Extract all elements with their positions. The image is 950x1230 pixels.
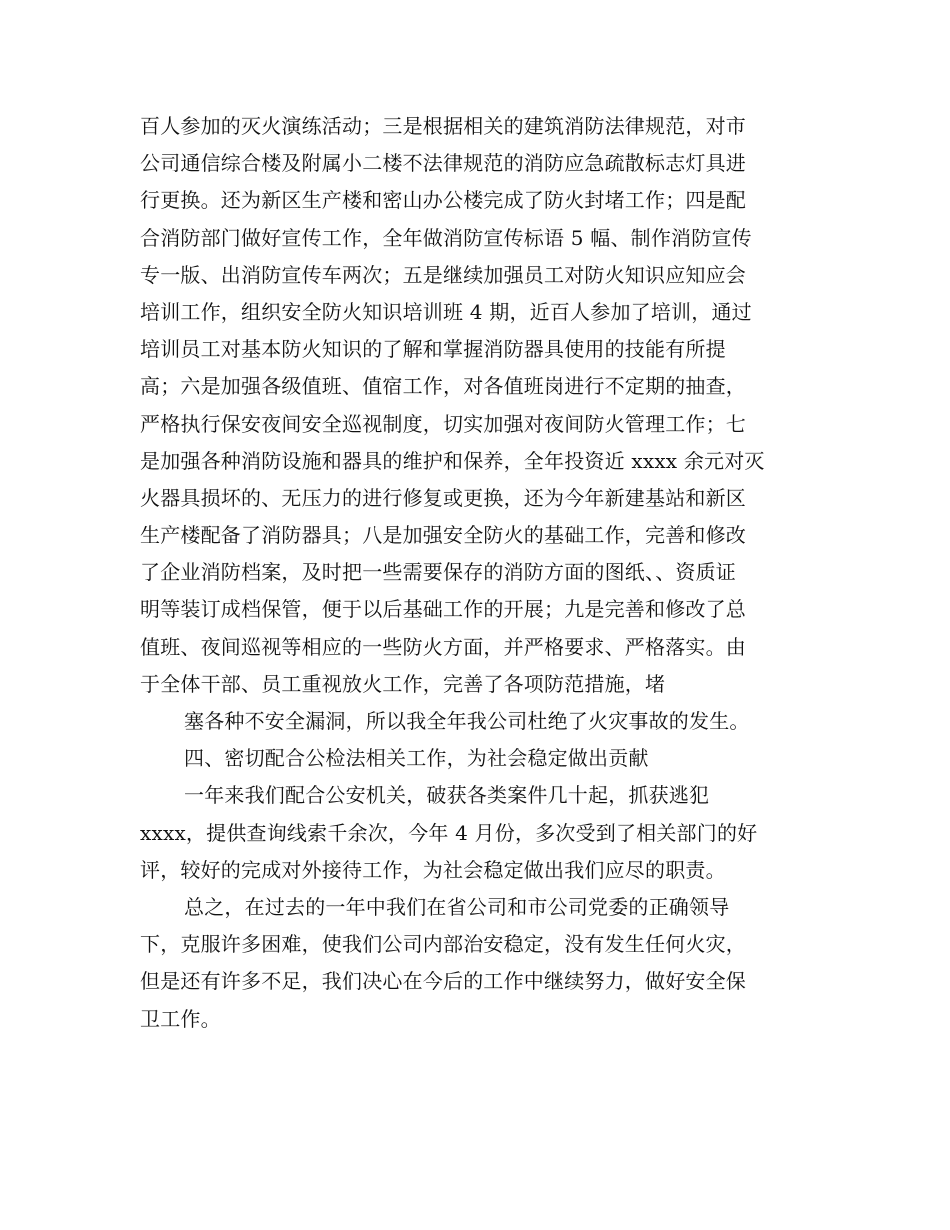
text-line: 公司通信综合楼及附属小二楼不法律规范的消防应急疏散标志灯具进 bbox=[140, 151, 746, 176]
text-line: 一年来我们配合公安机关，破获各类案件几十起，抓获逃犯 bbox=[184, 783, 710, 808]
text-line: 评，较好的完成对外接待工作，为社会稳定做出我们应尽的职责。 bbox=[140, 857, 726, 882]
text-line: 卫工作。 bbox=[140, 1006, 221, 1031]
text-line: 高；六是加强各级值班、值宿工作，对各值班岗进行不定期的抽查， bbox=[140, 374, 746, 399]
text-line: 塞各种不安全漏洞，所以我全年我公司杜绝了火灾事故的发生。 bbox=[184, 709, 750, 733]
text-line: 火器具损坏的、无压力的进行修复或更换，还为今年新建基站和新区 bbox=[140, 485, 746, 510]
text-line: 专一版、出消防宣传车两次；五是继续加强员工对防火知识应知应会 bbox=[140, 262, 746, 287]
text-line: 百人参加的灭火演练活动；三是根据相关的建筑消防法律规范，对市 bbox=[140, 114, 746, 138]
text-line: 明等装订成档保管，便于以后基础工作的开展；九是完善和修改了总 bbox=[140, 597, 746, 622]
text-line: 四、密切配合公检法相关工作，为社会稳定做出贡献 bbox=[184, 746, 649, 771]
text-line: 合消防部门做好宣传工作，全年做消防宣传标语 5 幅、制作消防宣传 bbox=[140, 225, 752, 250]
text-line: 总之，在过去的一年中我们在省公司和市公司党委的正确领导 bbox=[184, 894, 730, 919]
text-line: 于全体干部、员工重视放火工作，完善了各项防范措施，堵 bbox=[140, 671, 666, 696]
text-line: 了企业消防档案，及时把一些需要保存的消防方面的图纸、、资质证 bbox=[140, 560, 736, 585]
text-line: 生产楼配备了消防器具；八是加强安全防火的基础工作，完善和修改 bbox=[140, 523, 746, 548]
text-line: 培训工作，组织安全防火知识培训班 4 期，近百人参加了培训，通过 bbox=[140, 299, 752, 324]
text-line: 但是还有许多不足，我们决心在今后的工作中继续努力，做好安全保 bbox=[140, 969, 746, 994]
text-line: xxxx，提供查询线索千余次，今年 4 月份，多次受到了相关部门的好 bbox=[140, 820, 758, 845]
text-line: 培训员工对基本防火知识的了解和掌握消防器具使用的技能有所提 bbox=[140, 337, 726, 362]
text-line: 值班、夜间巡视等相应的一些防火方面，并严格要求、严格落实。由 bbox=[140, 634, 746, 659]
text-line: 行更换。还为新区生产楼和密山办公楼完成了防火封堵工作；四是配 bbox=[140, 188, 746, 213]
text-line: 严格执行保安夜间安全巡视制度，切实加强对夜间防火管理工作；七 bbox=[140, 411, 746, 436]
body-text bbox=[140, 108, 800, 1038]
text-line: 下，克服许多困难，使我们公司内部治安稳定，没有发生任何火灾， bbox=[140, 932, 746, 957]
text-line: 是加强各种消防设施和器具的维护和保养，全年投资近 xxxx 余元对灭 bbox=[140, 448, 765, 473]
